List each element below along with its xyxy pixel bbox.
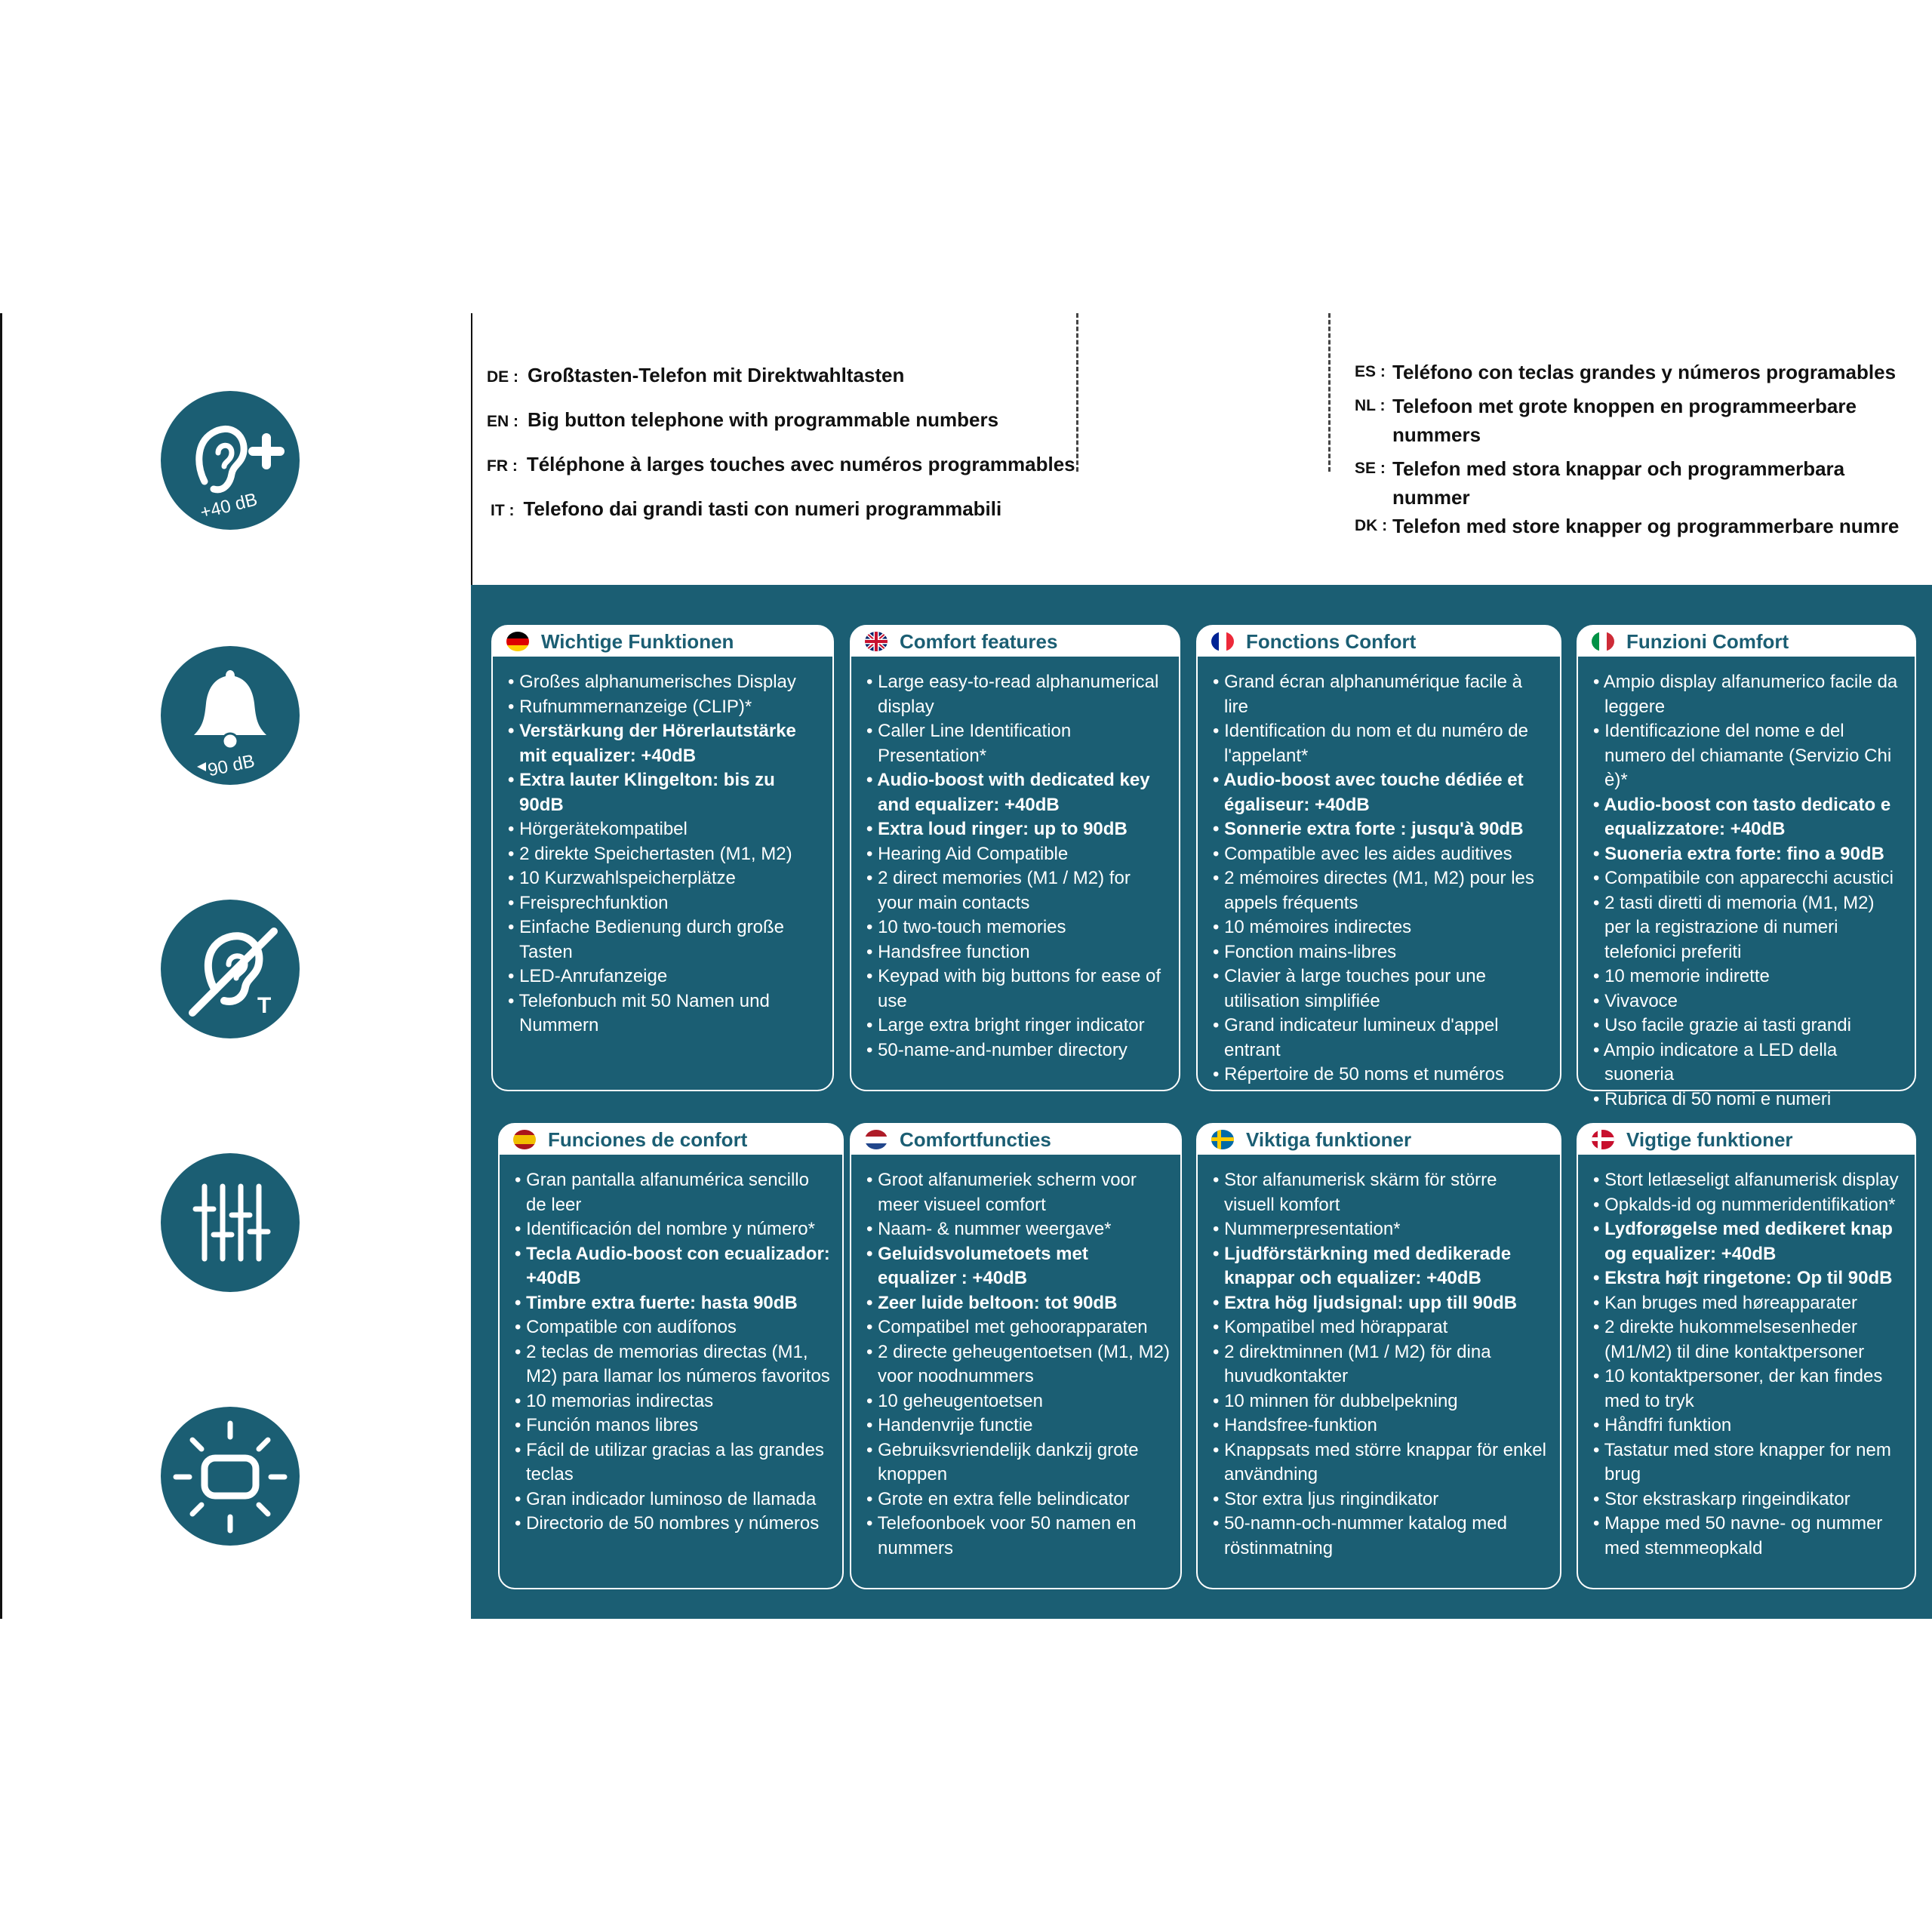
feature-item: • Freisprechfunktion — [508, 891, 822, 916]
feature-item: • 2 direktminnen (M1 / M2) för dina huvudkontakter — [1213, 1340, 1549, 1389]
lang-code-it: IT : — [491, 502, 515, 519]
light-indicator-icon — [161, 1407, 300, 1546]
lang-code-fr: FR : — [487, 457, 518, 475]
card-header — [851, 1124, 1180, 1155]
feature-item: • Groot alfanumeriek scherm voor meer visueel comfort — [866, 1168, 1170, 1217]
feature-item: • 10 mémoires indirectes — [1213, 915, 1549, 940]
feature-item: • Timbre extra fuerte: hasta 90dB — [515, 1291, 832, 1316]
feature-item: • 50-name-and-number directory — [866, 1038, 1168, 1063]
feature-item: • Naam- & nummer weergave* — [866, 1217, 1170, 1242]
flag-es-icon — [513, 1130, 536, 1149]
feature-item: • Sonnerie extra forte : jusqu'à 90dB — [1213, 817, 1549, 842]
left-border-line — [0, 313, 2, 1619]
feature-list — [1198, 670, 1560, 1088]
flag-gb-icon — [865, 632, 888, 651]
feature-item: • Audio-boost with dedicated key and equalizer: +40dB — [866, 768, 1168, 817]
card-header — [1578, 1124, 1915, 1155]
feature-item: • Kompatibel med hörapparat — [1213, 1315, 1549, 1340]
feature-item: • Håndfri funktion — [1593, 1414, 1904, 1438]
feature-item: • Identificación del nombre y número* — [515, 1217, 832, 1242]
feature-item: • Audio-boost avec touche dédiée et égaliseur: +40dB — [1213, 768, 1549, 817]
feature-card-es — [498, 1123, 844, 1589]
title-nl — [1355, 392, 1921, 449]
feature-item: • 10 two-touch memories — [866, 915, 1168, 940]
flag-fr-icon — [1211, 632, 1234, 651]
bell-icon — [161, 646, 300, 785]
feature-item: • 10 memorias indirectas — [515, 1389, 832, 1414]
feature-list — [1578, 1168, 1915, 1561]
feature-item: • Compatible con audífonos — [515, 1315, 832, 1340]
title-fr — [487, 450, 1075, 481]
feature-item: • Verstärkung der Hörerlautstärke mit equalizer: +40dB — [508, 719, 822, 768]
feature-item: • Handenvrije functie — [866, 1414, 1170, 1438]
title-se — [1355, 454, 1921, 512]
feature-item: • Mappe med 50 navne- og nummer med stemmeopkald — [1593, 1512, 1904, 1561]
title-text-es: Teléfono con teclas grandes y números programables — [1392, 361, 1897, 383]
ear-plus-icon — [161, 391, 300, 530]
feature-item: • 2 tasti diretti di memoria (M1, M2) per la registrazione di numeri telefonici preferiti — [1593, 891, 1904, 965]
feature-item: • Hörgerätekompatibel — [508, 817, 822, 842]
feature-card-it — [1577, 625, 1916, 1109]
feature-item: • Rubrica di 50 nomi e numeri — [1593, 1088, 1904, 1112]
feature-item: • 10 minnen för dubbelpekning — [1213, 1389, 1549, 1414]
title-text-fr: Téléphone à larges touches avec numéros programmables — [526, 453, 1075, 475]
header-divider-1 — [1076, 313, 1078, 472]
feature-item: • Compatible avec les aides auditives — [1213, 842, 1549, 867]
feature-item: • 10 kontaktpersoner, der kan findes med to tryk — [1593, 1364, 1904, 1414]
feature-item: • Telefonbuch mit 50 Namen und Nummern — [508, 989, 822, 1038]
feature-item: • Telefoonboek voor 50 namen en nummers — [866, 1512, 1170, 1561]
feature-list — [1198, 1168, 1560, 1561]
feature-item: • Fonction mains-libres — [1213, 940, 1549, 965]
feature-item: • 10 Kurzwahlspeicherplätze — [508, 866, 822, 891]
flag-de-icon — [506, 632, 529, 651]
feature-item: • Keypad with big buttons for ease of use — [866, 964, 1168, 1014]
feature-item: • Handsfree function — [866, 940, 1168, 965]
feature-item: • Einfache Bedienung durch große Tasten — [508, 915, 822, 964]
feature-item: • Compatibile con apparecchi acustici — [1593, 866, 1904, 891]
header-left-border — [471, 313, 472, 585]
title-de — [487, 361, 904, 392]
title-text-en: Big button telephone with programmable numbers — [528, 408, 999, 431]
lang-code-en: EN : — [487, 413, 518, 430]
title-es — [1355, 358, 1921, 386]
feature-item: • Suoneria extra forte: fino a 90dB — [1593, 842, 1904, 867]
feature-card-se — [1196, 1123, 1561, 1589]
card-title: Fonctions Confort — [1246, 630, 1417, 653]
feature-item: • Ekstra højt ringetone: Op til 90dB — [1593, 1266, 1904, 1291]
lang-code-se: SE : — [1355, 460, 1386, 477]
card-header — [1578, 626, 1915, 657]
title-text-nl: Telefoon met grote knoppen en programmeerbare nummers — [1392, 395, 1857, 446]
feature-item: • Extra loud ringer: up to 90dB — [866, 817, 1168, 842]
feature-item: • Kan bruges med høreapparater — [1593, 1291, 1904, 1316]
feature-item: • Audio-boost con tasto dedicato e equalizzatore: +40dB — [1593, 793, 1904, 842]
feature-item: • 2 direkte hukommelsesenheder (M1/M2) til dine kontaktpersoner — [1593, 1315, 1904, 1364]
feature-card-fr — [1196, 625, 1561, 1091]
icon-label-40db: +40 dB — [198, 489, 260, 524]
feature-item: • 10 geheugentoetsen — [866, 1389, 1170, 1414]
feature-item: • 50-namn-och-nummer katalog med röstinmatning — [1213, 1512, 1549, 1561]
feature-item: • Large easy-to-read alphanumerical display — [866, 670, 1168, 719]
flag-dk-icon — [1592, 1130, 1614, 1149]
title-text-se: Telefon med stora knappar och programmerbara nummer — [1392, 457, 1845, 509]
lang-code-nl: NL : — [1355, 397, 1386, 414]
feature-item: • Gebruiksvriendelijk dankzij grote knoppen — [866, 1438, 1170, 1487]
feature-list — [500, 1168, 842, 1537]
feature-item: • Hearing Aid Compatible — [866, 842, 1168, 867]
feature-item: • Gran pantalla alfanumérica sencillo de leer — [515, 1168, 832, 1217]
feature-item: • 2 direct memories (M1 / M2) for your main contacts — [866, 866, 1168, 915]
feature-item: • Directorio de 50 nombres y números — [515, 1512, 832, 1537]
feature-item: • 10 memorie indirette — [1593, 964, 1904, 989]
feature-item: • Grand indicateur lumineux d'appel entrant — [1213, 1014, 1549, 1063]
title-dk — [1355, 512, 1921, 540]
title-text-dk: Telefon med store knapper og programmerbare numre — [1392, 515, 1900, 537]
feature-card-de — [491, 625, 834, 1091]
feature-item: • Uso facile grazie ai tasti grandi — [1593, 1014, 1904, 1038]
feature-item: • Ampio indicatore a LED della suoneria — [1593, 1038, 1904, 1088]
feature-item: • Large extra bright ringer indicator — [866, 1014, 1168, 1038]
title-text-it: Telefono dai grandi tasti con numeri programmabili — [523, 497, 1002, 520]
card-title: Vigtige funktioner — [1626, 1128, 1793, 1151]
feature-item: • 2 mémoires directes (M1, M2) pour les appels fréquents — [1213, 866, 1549, 915]
feature-item: • Geluidsvolumetoets met equalizer : +40dB — [866, 1242, 1170, 1291]
icon-label-t: T — [257, 993, 272, 1018]
feature-item: • Extra lauter Klingelton: bis zu 90dB — [508, 768, 822, 817]
lang-code-dk: DK : — [1355, 517, 1388, 534]
feature-item: • Opkalds-id og nummeridentifikation* — [1593, 1193, 1904, 1218]
feature-item: • Stor extra ljus ringindikator — [1213, 1487, 1549, 1512]
feature-item: • 2 teclas de memorias directas (M1, M2) para llamar los números favoritos — [515, 1340, 832, 1389]
title-it — [491, 494, 1001, 525]
feature-item: • Tastatur med store knapper for nem brug — [1593, 1438, 1904, 1487]
feature-item: • Fácil de utilizar gracias a las grandes teclas — [515, 1438, 832, 1487]
feature-item: • Knappsats med större knappar för enkel användning — [1213, 1438, 1549, 1487]
feature-item: • Vivavoce — [1593, 989, 1904, 1014]
feature-item: • Ampio display alfanumerico facile da leggere — [1593, 670, 1904, 719]
card-header — [1198, 626, 1560, 657]
feature-item: • Handsfree-funktion — [1213, 1414, 1549, 1438]
feature-item: • Stor alfanumerisk skärm för större visuell komfort — [1213, 1168, 1549, 1217]
feature-item: • Caller Line Identification Presentation* — [866, 719, 1168, 768]
card-title: Comfort features — [900, 630, 1058, 653]
feature-item: • Tecla Audio-boost con ecualizador: +40dB — [515, 1242, 832, 1291]
header-divider-2 — [1328, 313, 1331, 472]
feature-item: • Identificazione del nome e del numero del chiamante (Servizio Chi è)* — [1593, 719, 1904, 793]
feature-item: • Extra hög ljudsignal: upp till 90dB — [1213, 1291, 1549, 1316]
card-header — [851, 626, 1179, 657]
feature-card-dk — [1577, 1123, 1916, 1589]
feature-item: • Función manos libres — [515, 1414, 832, 1438]
feature-item: • Stort letlæseligt alfanumerisk display — [1593, 1168, 1904, 1193]
feature-item: • Zeer luide beltoon: tot 90dB — [866, 1291, 1170, 1316]
card-title: Funciones de confort — [548, 1128, 748, 1151]
feature-list — [1578, 670, 1915, 1112]
feature-card-gb — [850, 625, 1180, 1091]
flag-it-icon — [1592, 632, 1614, 651]
feature-card-nl — [850, 1123, 1182, 1589]
feature-list — [851, 670, 1179, 1063]
card-title: Comfortfuncties — [900, 1128, 1051, 1151]
card-header — [1198, 1124, 1560, 1155]
feature-item: • Clavier à large touches pour une utilisation simplifiée — [1213, 964, 1549, 1014]
feature-item: • Lydforøgelse med dedikeret knap og equalizer: +40dB — [1593, 1217, 1904, 1266]
card-header — [493, 626, 832, 657]
feature-item: • Grote en extra felle belindicator — [866, 1487, 1170, 1512]
card-title: Wichtige Funktionen — [541, 630, 734, 653]
feature-item: • Nummerpresentation* — [1213, 1217, 1549, 1242]
feature-item: • Ljudförstärkning med dedikerade knappar och equalizer: +40dB — [1213, 1242, 1549, 1291]
lang-code-de: DE : — [487, 368, 518, 386]
lang-code-es: ES : — [1355, 363, 1386, 380]
feature-item: • Gran indicador luminoso de llamada — [515, 1487, 832, 1512]
card-title: Funzioni Comfort — [1626, 630, 1789, 653]
icon-label-90db: 90 dB — [205, 750, 257, 781]
feature-item: • Répertoire de 50 noms et numéros — [1213, 1063, 1549, 1088]
feature-item: • Compatibel met gehoorapparaten — [866, 1315, 1170, 1340]
feature-item: • Grand écran alphanumérique facile à lire — [1213, 670, 1549, 719]
feature-item: • 2 directe geheugentoetsen (M1, M2) voor noodnummers — [866, 1340, 1170, 1389]
feature-list — [851, 1168, 1180, 1561]
feature-item: • Rufnummernanzeige (CLIP)* — [508, 695, 822, 720]
feature-item: • Stor ekstraskarp ringeindikator — [1593, 1487, 1904, 1512]
title-text-de: Großtasten-Telefon mit Direktwahltasten — [528, 364, 905, 386]
card-title: Viktiga funktioner — [1246, 1128, 1412, 1151]
flag-nl-icon — [865, 1130, 888, 1149]
feature-item: • 2 direkte Speichertasten (M1, M2) — [508, 842, 822, 867]
feature-item: • Identification du nom et du numéro de l'appelant* — [1213, 719, 1549, 768]
feature-item: • Großes alphanumerisches Display — [508, 670, 822, 695]
flag-se-icon — [1211, 1130, 1234, 1149]
equalizer-sliders-icon — [161, 1153, 300, 1292]
title-en — [487, 405, 998, 436]
feature-list — [493, 670, 832, 1038]
hearing-aid-t-icon — [161, 900, 300, 1038]
card-header — [500, 1124, 842, 1155]
feature-item: • LED-Anrufanzeige — [508, 964, 822, 989]
